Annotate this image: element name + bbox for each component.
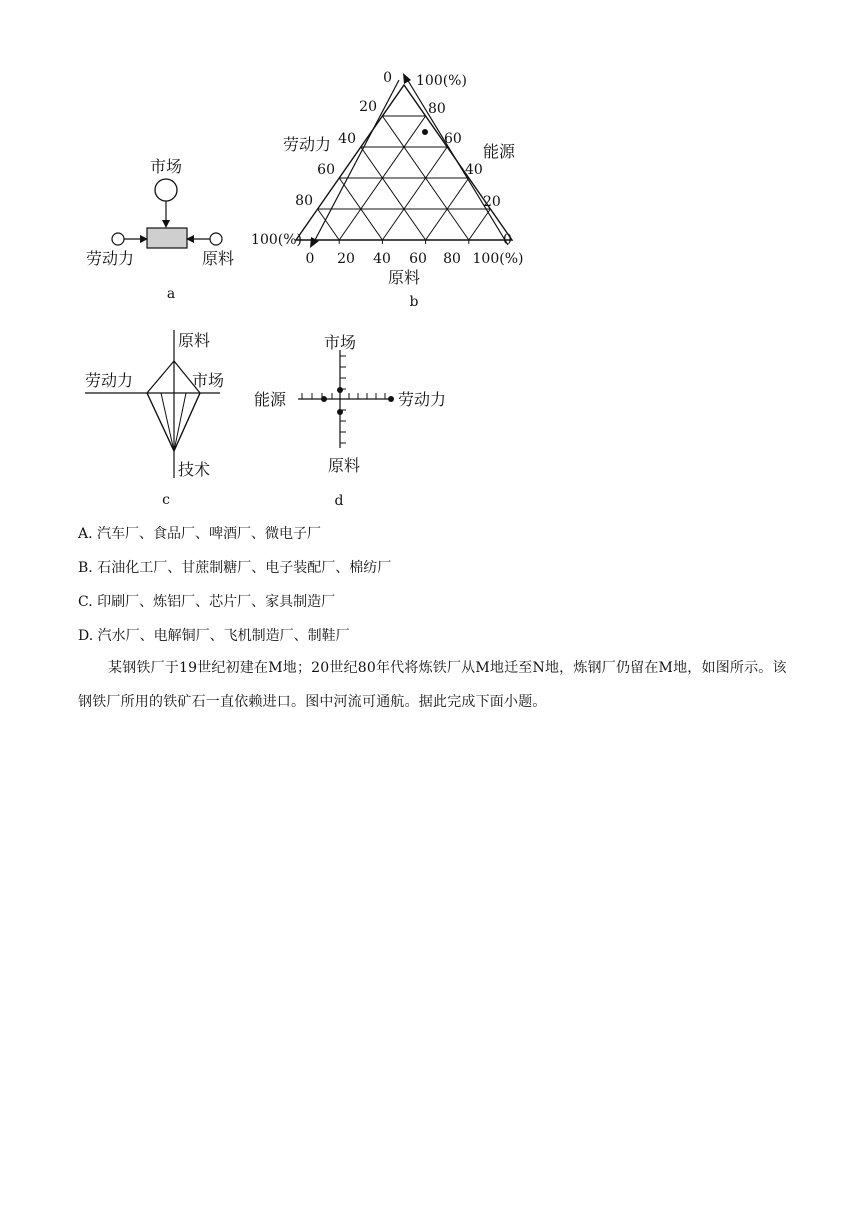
energy-point [321,396,327,402]
fig-c-material-label: 原料 [178,331,211,350]
right-tick: 60 [444,131,462,147]
labor-point [388,396,394,402]
fig-d-market-label: 市场 [323,333,357,352]
fig-b-caption: b [409,294,419,310]
material-node [210,233,222,245]
figure-a [70,150,260,310]
right-tick: 0 [503,232,512,248]
fig-d-energy-label: 能源 [254,390,287,409]
bottom-tick: 100(%) [472,251,524,267]
bottom-tick: 80 [443,251,461,267]
data-point [422,129,428,135]
option-d [78,627,350,645]
market-node [155,179,177,201]
option-c [78,593,335,611]
material-point [337,409,343,415]
right-tick: 40 [465,162,483,178]
left-tick: 0 [383,70,392,86]
right-tick: 80 [428,101,446,117]
option-text: 汽水厂、电解铜厂、飞机制造厂、制鞋厂 [97,628,350,644]
option-a [78,525,321,543]
bottom-tick: 20 [337,251,355,267]
option-letter: D. [78,628,94,644]
left-tick: 20 [359,99,377,115]
figure-d [250,322,460,514]
option-text: 石油化工厂、甘蔗制糖厂、电子装配厂、棉纺厂 [97,560,392,576]
question-stem: 某钢铁厂于19世纪初建在M地；20世纪80年代将炼铁厂从M地迁至N地，炼钢厂仍留在M地，如图所示。该钢铁厂所用的铁矿石一直依赖进口。图中河流可通航。据此完成下面小题。 [78,660,787,710]
right-tick: 20 [483,194,501,210]
fig-d-caption: d [334,493,344,509]
bottom-tick: 40 [373,251,391,267]
fig-c-market-label: 市场 [192,371,225,390]
fig-b-energy-label: 能源 [482,142,516,161]
option-text: 汽车厂、食品厂、啤酒厂、微电子厂 [97,526,322,542]
right-tick: 100(%) [416,73,467,89]
fig-c-caption: c [162,492,170,508]
fig-a-market-label: 市场 [149,157,183,176]
fig-b-labor-label: 劳动力 [282,135,332,154]
option-letter: C. [78,594,93,610]
market-point [337,387,343,393]
option-text: 印刷厂、炼铝厂、芯片厂、家具制造厂 [97,594,336,610]
fig-c-labor-label: 劳动力 [85,371,134,390]
left-tick: 80 [295,193,313,209]
bottom-tick: 0 [305,251,315,267]
figure-c [75,322,245,514]
left-tick: 100(%) [251,232,302,248]
fig-d-labor-label: 劳动力 [398,390,447,409]
fig-c-technology-label: 技术 [178,460,211,479]
option-letter: A. [78,526,93,542]
fig-a-caption: a [166,286,176,302]
fig-d-material-label: 原料 [327,456,361,475]
option-b [78,559,391,577]
left-axis-arrow [315,80,399,240]
factory-box [147,228,187,248]
left-tick: 40 [338,131,356,147]
fig-a-labor-label: 劳动力 [85,249,135,268]
bottom-tick: 60 [409,251,427,267]
right-axis-arrow [407,79,508,245]
fig-b-material-label: 原料 [387,268,421,287]
figure-b [240,60,540,310]
option-letter: B. [78,560,93,576]
left-tick: 60 [317,162,335,178]
fig-a-material-label: 原料 [201,249,235,268]
labor-node [112,233,124,245]
